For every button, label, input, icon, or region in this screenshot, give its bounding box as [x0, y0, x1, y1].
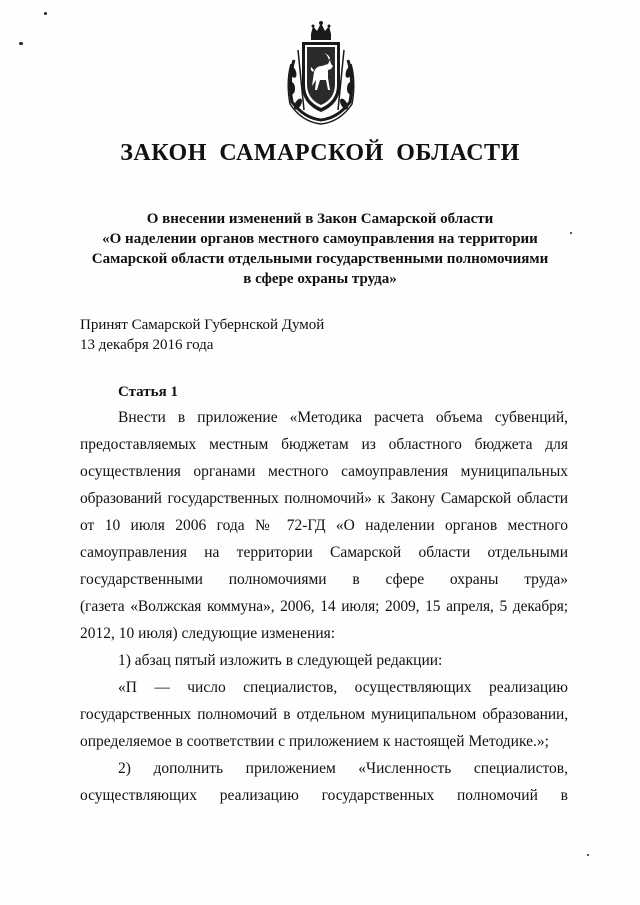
subtitle-line: «О наделении органов местного самоуправления на территории — [102, 231, 538, 247]
subtitle-line: в сфере охраны труда» — [243, 271, 397, 287]
adoption-line: Принят Самарской Губернской Думой — [80, 317, 325, 333]
adoption-note — [80, 315, 324, 355]
subtitle-line: Самарской области отдельными государственными полномочиями — [91, 251, 549, 267]
body-line: осуществляющих реализацию государственных полномочий в — [80, 787, 568, 804]
body-line: 2012, 10 июля) следующие изменения: — [80, 625, 336, 642]
body-line: (газета «Волжская коммуна», 2006, 14 июля; 2009, 15 апреля, 5 декабря; — [80, 598, 568, 615]
body-line: определяемое в соответствии с приложением к настоящей Методике.»; — [80, 733, 549, 750]
article-heading: Статья 1 — [118, 384, 178, 400]
body-line: предоставляемых местным бюджетам из областного бюджета для — [80, 436, 568, 453]
scan-speck-4 — [587, 854, 589, 856]
body-line: 2) дополнить приложением «Численность специалистов, — [118, 760, 568, 777]
law-subtitle — [60, 209, 580, 289]
body-line: образований государственных полномочий» к Закону Самарской области — [80, 490, 568, 507]
law-title: ЗАКОН САМАРСКОЙ ОБЛАСТИ — [120, 140, 520, 166]
scan-speck-2 — [19, 42, 23, 45]
scan-speck-1 — [44, 12, 47, 15]
subtitle-line: О внесении изменений в Закон Самарской области — [146, 211, 494, 227]
body-line: от 10 июля 2006 года № 72-ГД «О наделении органов местного — [80, 517, 568, 534]
body-line: Внести в приложение «Методика расчета объема субвенций, — [118, 409, 568, 426]
adoption-date: 13 декабря 2016 года — [80, 337, 214, 353]
samara-coat-of-arms-icon — [284, 20, 358, 126]
body-line: 1) абзац пятый изложить в следующей редакции: — [118, 652, 443, 669]
body-line: «П — число специалистов, осуществляющих реализацию — [118, 679, 568, 696]
body-line: осуществления органами местного самоуправления муниципальных — [80, 463, 568, 480]
body-line: самоуправления на территории Самарской области отдельными — [80, 544, 568, 561]
article-body — [80, 404, 568, 809]
body-line: государственных полномочий в отдельном муниципальном образовании, — [80, 706, 568, 723]
body-line: государственными полномочиями в сфере охраны труда» — [80, 571, 568, 588]
